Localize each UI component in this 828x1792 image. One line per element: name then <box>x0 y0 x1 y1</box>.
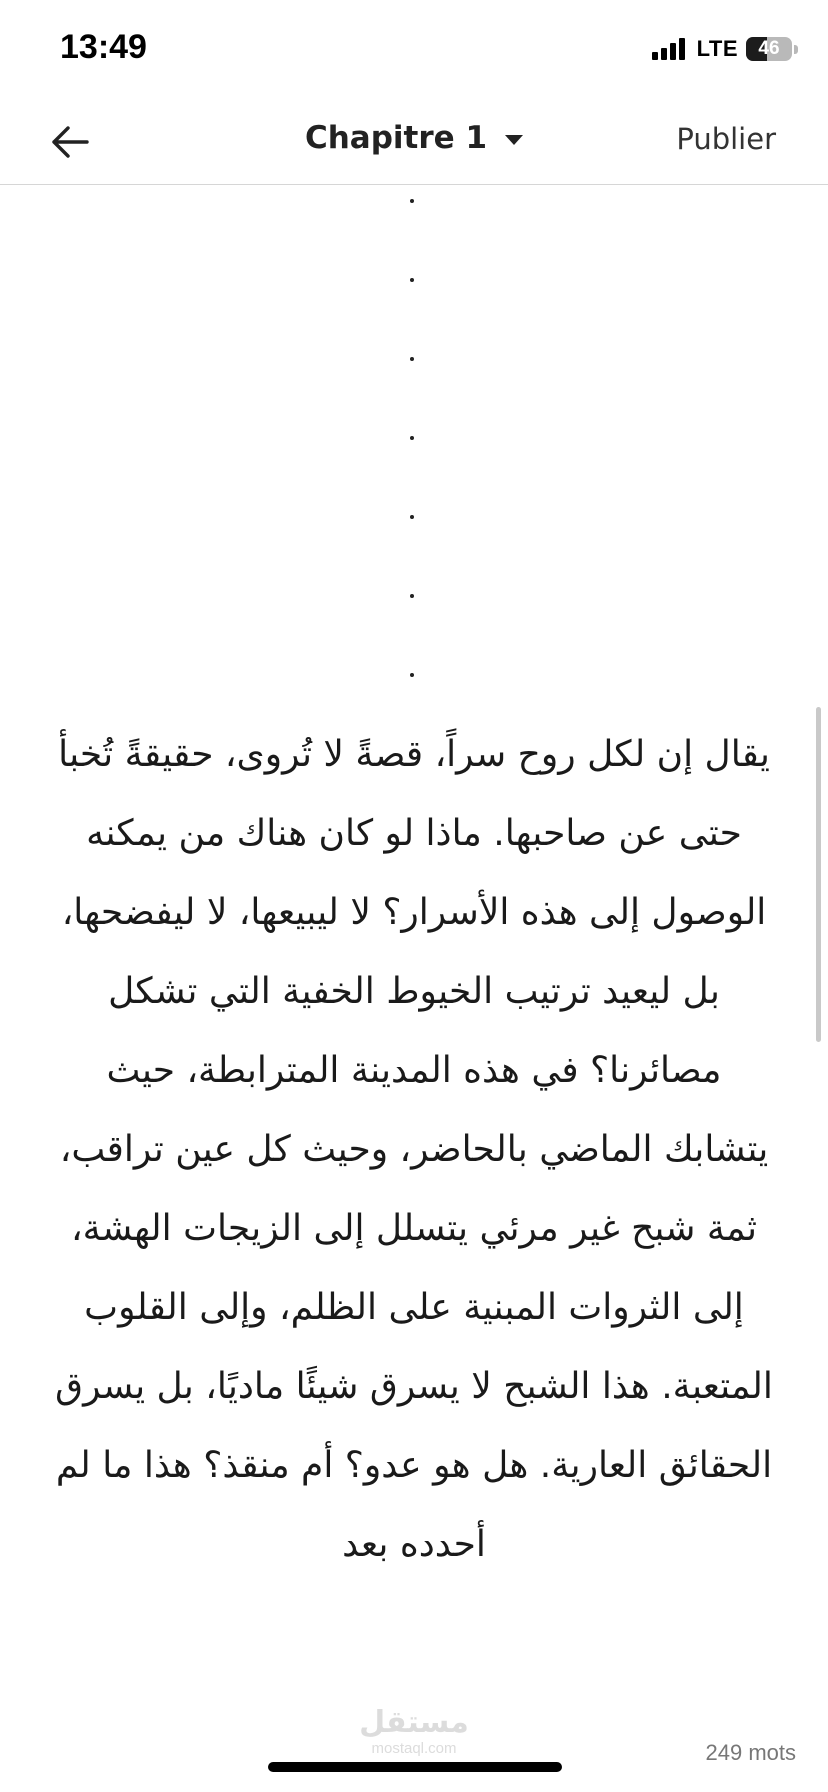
watermark-domain: mostaql.com <box>371 1740 457 1757</box>
back-button[interactable] <box>46 118 94 166</box>
editor-header <box>0 100 828 185</box>
arrow-left-icon <box>50 125 90 159</box>
caret-down-icon <box>505 135 523 145</box>
separator-dot <box>410 199 414 203</box>
battery-level: 46 <box>758 38 780 59</box>
chapter-editor[interactable] <box>0 185 828 1705</box>
status-bar <box>0 0 828 100</box>
chapter-title: Chapitre 1 <box>304 120 488 156</box>
chapter-paragraph[interactable]: يقال إن لكل روح سراً، قصةً لا تُروى، حقيقةً تُخبأ حتى عن صاحبها. ماذا لو كان هناك من يمكنه الوصول إلى هذه الأسرار؟ لا ليبيعها، لا ليفضحها، بل ليعيد ترتيب الخيوط الخفية التي تشكل مصائرنا؟ في هذه المدينة المترابطة، حيث يتشابك الماضي بالحاضر، وحيث كل عين تراقب، ثمة شبح غير مرئي يتسلل إلى الزيجات الهشة، إلى الثروات المبنية على الظلم، وإلى القلوب المتعبة. هذا الشبح لا يسرق شيئًا ماديًا، بل يسرق الحقائق العارية. هل هو عدو؟ أم منقذ؟ هذا ما لم أحدده بعد <box>55 734 773 1565</box>
status-indicators <box>652 34 798 64</box>
watermark-logo <box>344 1706 484 1757</box>
status-time: 13:49 <box>60 28 147 66</box>
cellular-signal-icon <box>652 38 685 60</box>
separator-dot <box>410 357 414 361</box>
watermark-arabic: مستقل <box>359 1705 469 1740</box>
separator-dot <box>410 436 414 440</box>
separator-dot <box>410 278 414 282</box>
separator-dot <box>410 515 414 519</box>
network-type: LTE <box>696 36 738 61</box>
separator-dot <box>410 673 414 677</box>
chapter-dropdown[interactable] <box>254 120 574 156</box>
battery-tip <box>794 45 798 54</box>
publish-button[interactable]: Publier <box>676 122 776 156</box>
word-count: 249 mots <box>705 1740 796 1765</box>
home-indicator[interactable] <box>268 1762 562 1772</box>
battery-icon <box>746 37 792 61</box>
scrollbar[interactable] <box>816 707 821 1042</box>
separator-dot <box>410 594 414 598</box>
